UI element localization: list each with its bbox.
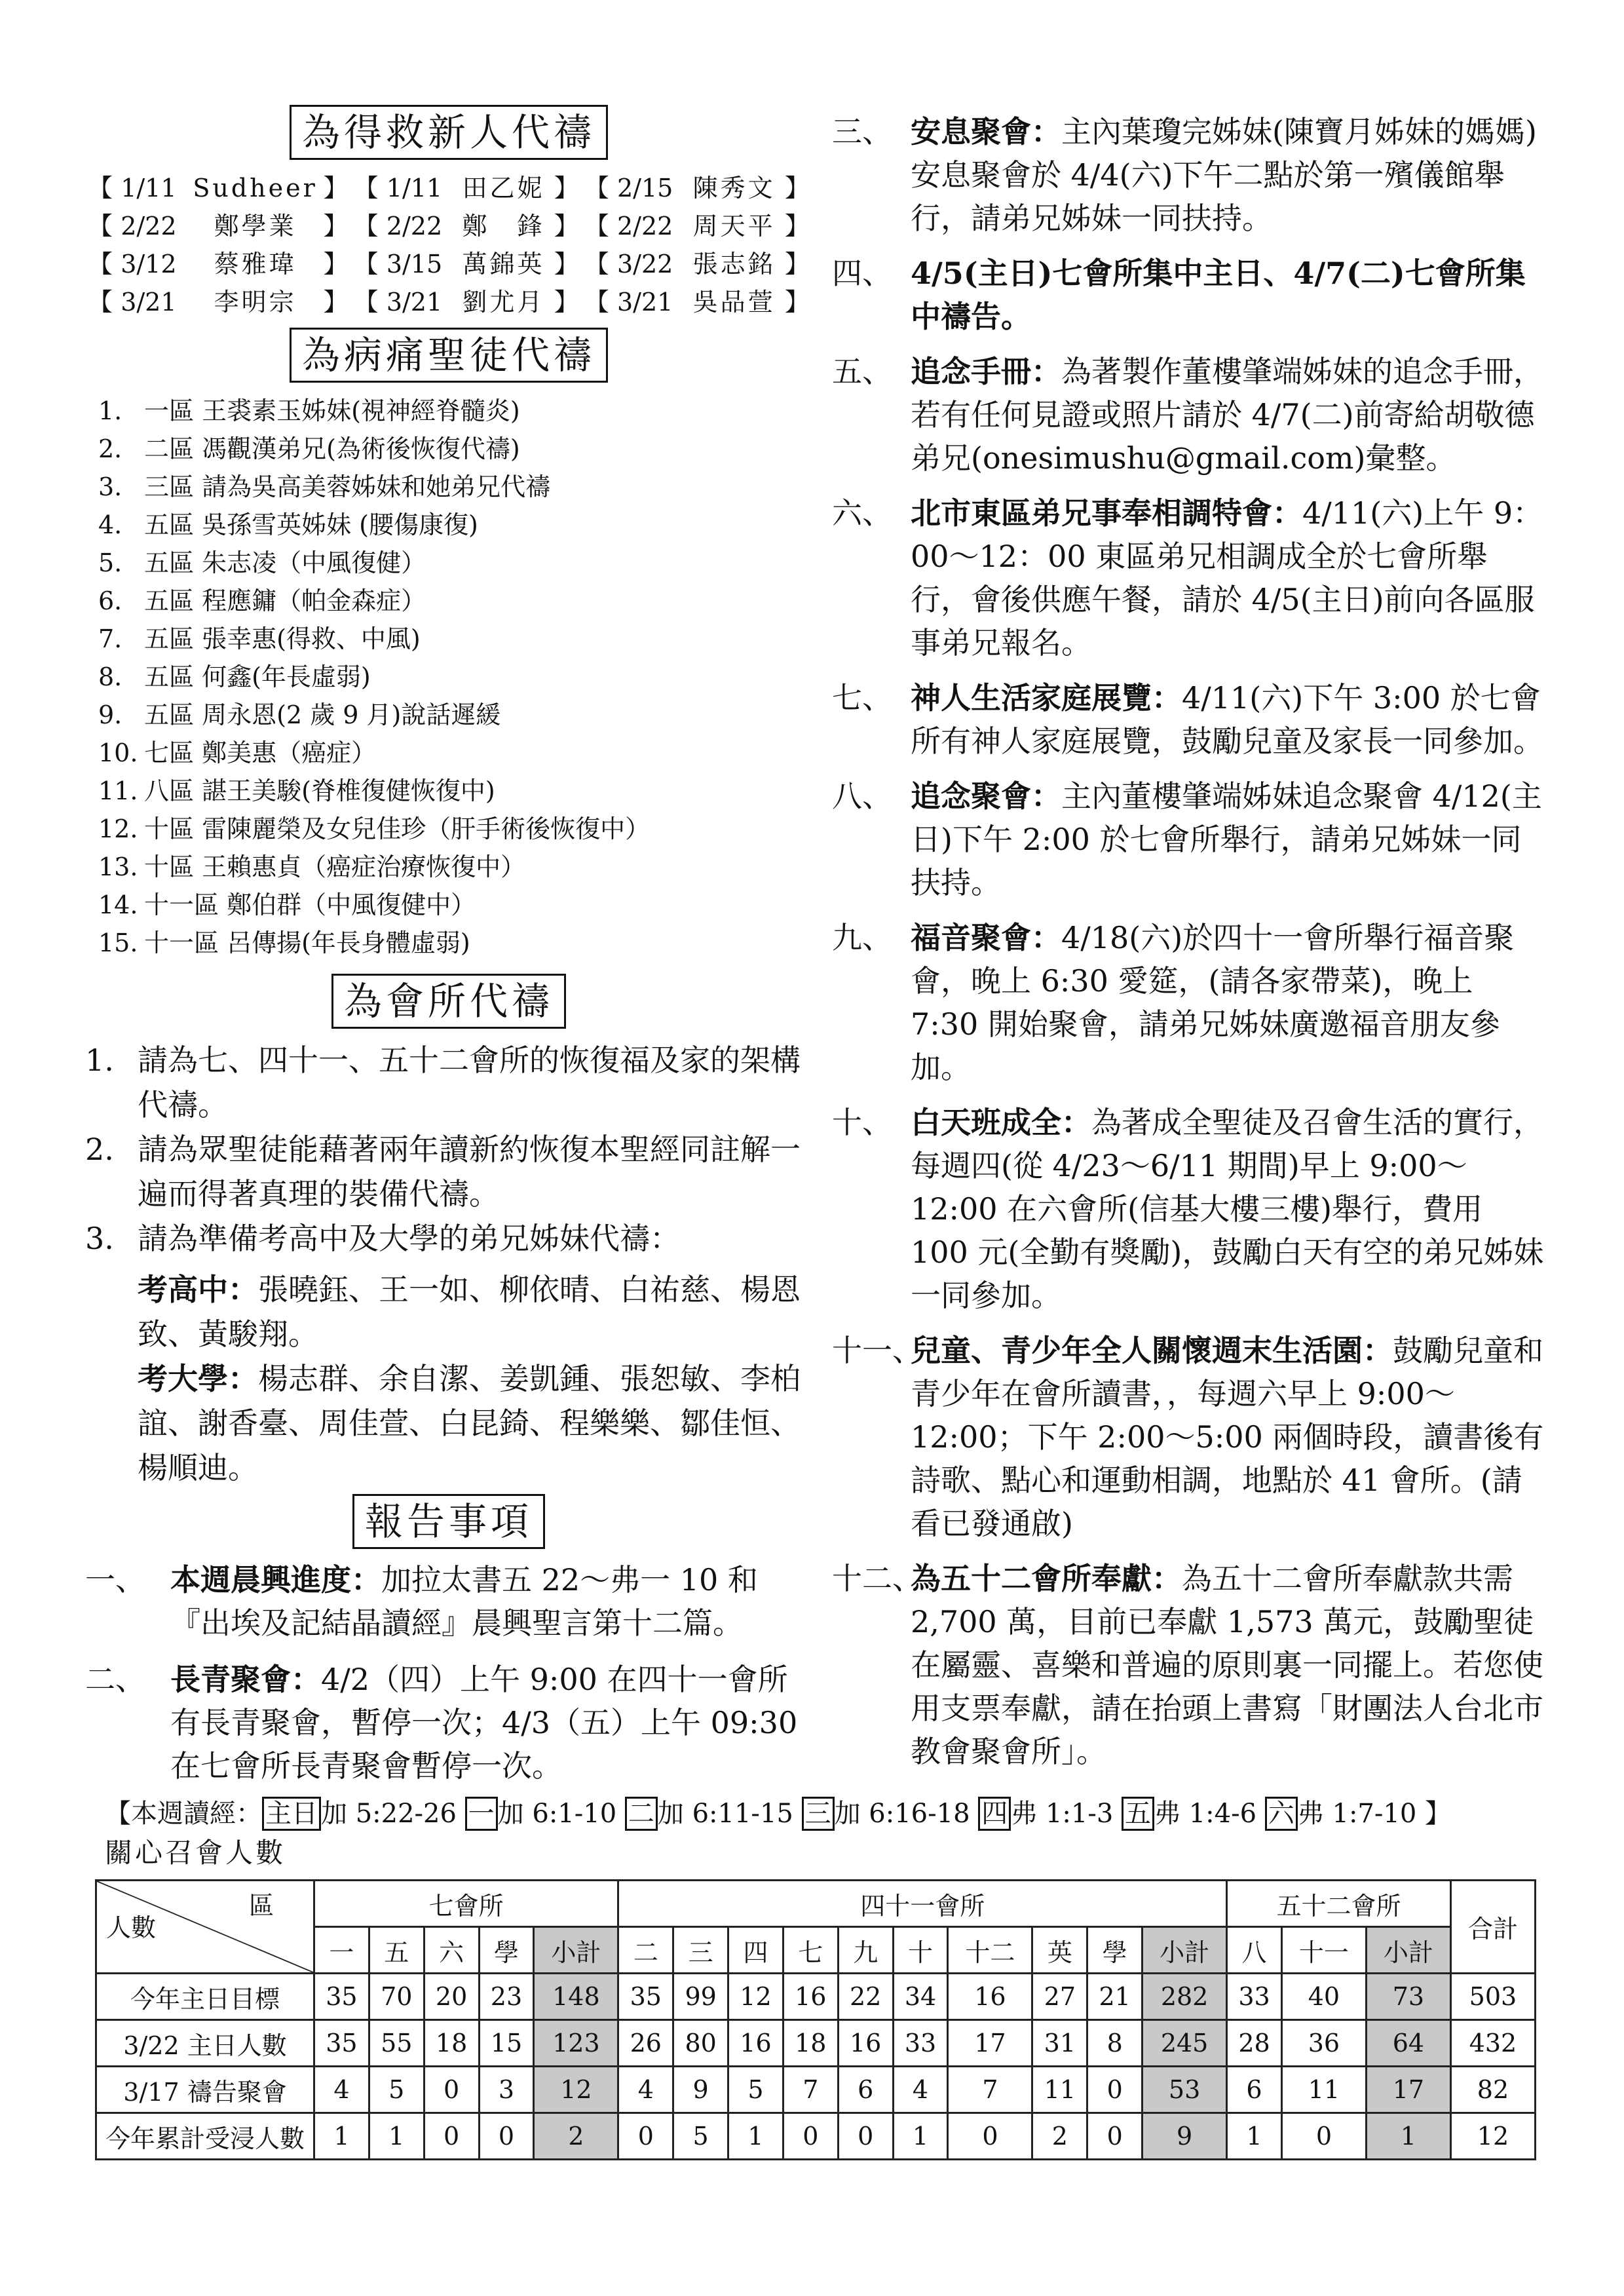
table-cell: 12 [1450, 2113, 1535, 2160]
table-cell: 9 [1142, 2113, 1227, 2160]
report-title: 安息聚會： [911, 114, 1061, 149]
list-item [85, 468, 812, 506]
table-cell: 82 [1450, 2067, 1535, 2113]
list-item [85, 1038, 812, 1127]
item-number: 9. [98, 700, 123, 729]
bracket-close: 】 [554, 250, 579, 278]
group-header: 四十一會所 [618, 1881, 1227, 1927]
left-column [85, 98, 812, 1801]
column-header: 十一 [1281, 1927, 1366, 1974]
new-person-date: 2/22 [386, 212, 443, 240]
list-item [85, 658, 812, 696]
item-text: 七區 鄭美惠（癌症） [144, 738, 377, 767]
list-item [85, 734, 812, 772]
table-cell: 35 [618, 1974, 673, 2020]
attendance-table [95, 1879, 1536, 2160]
reading-day: 五 [1122, 1797, 1154, 1831]
table-cell: 16 [783, 1974, 838, 2020]
new-person-name: 劉尤月 [462, 288, 545, 316]
care-title: 關心召會人數 [105, 1837, 286, 1869]
row-label: 今年主日目標 [96, 1974, 314, 2020]
report-number: 十一、 [832, 1333, 922, 1368]
report-body: 為著製作董樓肇端姊妹的追念手冊，若有任何見證或照片請於 4/7(二)前寄給胡敬德弟兄(onesimushu@gmail.com)彙整。 [911, 354, 1543, 476]
report-item [832, 350, 1546, 480]
item-text: 請為準備考高中及大學的弟兄姊妹代禱： [138, 1221, 680, 1256]
report-body: 為五十二會所奉獻款共需 2,700 萬，目前已奉獻 1,573 萬元，鼓勵聖徒在屬靈、喜樂和普遍的原則裏一同擺上。若您使用支票奉獻，請在抬頭上書寫「財團法人台北市教會聚會所」。 [911, 1561, 1543, 1769]
table-cell: 73 [1366, 1974, 1450, 2020]
table-cell: 18 [783, 2020, 838, 2067]
report-item [832, 916, 1546, 1089]
report-body: 為著成全聖徒及召會生活的實行，每週四(從 4/23～6/11 期間)早上 9:00～12:00 在六會所(信基大樓三樓)舉行，費用 100 元(全勤有獎勵)，鼓勵白天有空的弟兄姊妹一同參加。 [911, 1105, 1544, 1313]
column-header: 七 [783, 1927, 838, 1974]
report-body: 鼓勵兒童和青少年在會所讀書，，每週六早上 9:00～12:00；下午 2:00～5:00 兩個時段，讀書後有詩歌、點心和運動相調，地點於 41 會所。(請看已發通啟) [911, 1333, 1544, 1541]
table-cell: 5 [369, 2067, 424, 2113]
church-list [85, 1038, 812, 1261]
table-row [96, 2067, 1536, 2113]
table-row [96, 2020, 1536, 2067]
report-number: 四、 [832, 256, 892, 291]
list-item [85, 1127, 812, 1216]
column-header: 十 [893, 1927, 948, 1974]
list-item [85, 582, 812, 620]
bracket-close: 】 [554, 212, 579, 240]
table-cell: 17 [948, 2020, 1032, 2067]
column-header: 一 [314, 1927, 369, 1974]
reading-ref: 加 6:16-18 [834, 1799, 979, 1829]
table-row [85, 245, 812, 283]
report-item [832, 1557, 1546, 1773]
report-number: 八、 [832, 778, 892, 814]
bracket-close: 】 [323, 212, 349, 240]
row-label: 3/17 禱告聚會 [96, 2067, 314, 2113]
table-cell: 4 [618, 2067, 673, 2113]
table-cell: 2 [1032, 2113, 1087, 2160]
table-cell: 0 [618, 2113, 673, 2160]
bracket-open: 【 [353, 212, 379, 240]
bracket-open: 【 [88, 288, 113, 316]
report-number: 九、 [832, 920, 892, 955]
table-cell: 2 [534, 2113, 618, 2160]
new-person-name: 鄭 鋒 [462, 212, 545, 240]
reading-ref: 加 6:11-15 [657, 1799, 802, 1829]
table-cell: 1 [1227, 2113, 1282, 2160]
new-person-date: 3/12 [121, 250, 177, 278]
table-cell: 123 [534, 2020, 618, 2067]
reading-day: 三 [802, 1797, 835, 1831]
report-number: 二、 [85, 1662, 145, 1697]
table-cell: 282 [1142, 1974, 1227, 2020]
report-body: 主內葉瓊完姊妹(陳寶月姊妹的媽媽)安息聚會於 4/4(六)下午二點於第一殯儀館舉行，請弟兄姊妹一同扶持。 [911, 114, 1537, 236]
report-item [832, 252, 1546, 338]
item-text: 十區 王賴惠貞（癌症治療恢復中） [144, 852, 526, 881]
item-text: 五區 張幸惠(得救、中風) [144, 624, 421, 653]
total-header: 合計 [1450, 1881, 1535, 1974]
new-person-date: 3/21 [386, 288, 443, 316]
table-cell: 0 [1087, 2113, 1142, 2160]
new-person-name: 鄭學業 [214, 212, 297, 240]
new-person-date: 3/21 [121, 288, 177, 316]
new-person-name: 李明宗 [214, 288, 297, 316]
table-cell: 18 [424, 2020, 479, 2067]
table-cell: 6 [1227, 2067, 1282, 2113]
bracket-open: 【 [88, 250, 113, 278]
right-column [832, 110, 1546, 1785]
bracket-open: 【 [353, 250, 379, 278]
list-item [85, 392, 812, 430]
column-header: 四 [728, 1927, 784, 1974]
table-row [85, 207, 812, 245]
bracket-open: 【 [88, 174, 113, 202]
row-label: 今年累計受浸人數 [96, 2113, 314, 2160]
new-person-date: 2/15 [616, 174, 673, 202]
table-cell: 0 [424, 2067, 479, 2113]
bracket-close: 】 [323, 250, 349, 278]
table-cell: 53 [1142, 2067, 1227, 2113]
report-title: 神人生活家庭展覽： [911, 680, 1182, 716]
table-cell: 33 [893, 2020, 948, 2067]
sick-list [85, 392, 812, 962]
table-cell: 22 [838, 1974, 893, 2020]
report-number: 十、 [832, 1105, 892, 1140]
new-person-name: 蔡雅瑋 [214, 250, 297, 278]
table-cell: 35 [314, 1974, 369, 2020]
bracket-close: 】 [323, 288, 349, 316]
report-body: 4/18(六)於四十一會所舉行福音聚會，晚上 6:30 愛筵，(請各家帶菜)，晚上 7:30 開始聚會，請弟兄姊妹廣邀福音朋友參加。 [911, 920, 1515, 1085]
table-row [96, 1974, 1536, 2020]
table-cell: 1 [1366, 2113, 1450, 2160]
report-number: 六、 [832, 495, 892, 531]
table-cell: 0 [783, 2113, 838, 2160]
column-header: 二 [618, 1927, 673, 1974]
table-cell: 503 [1450, 1974, 1535, 2020]
report-title: 為五十二會所奉獻： [911, 1561, 1182, 1596]
report-item [85, 1558, 812, 1645]
table-cell: 28 [1227, 2020, 1282, 2067]
column-header: 三 [673, 1927, 728, 1974]
table-cell: 35 [314, 2020, 369, 2067]
reports-right [832, 110, 1546, 1773]
column-header: 英 [1032, 1927, 1087, 1974]
item-number: 14. [98, 890, 138, 919]
bracket-open: 【 [584, 250, 609, 278]
new-person-date: 2/22 [121, 212, 177, 240]
reading-ref: 弗 1:4-6 [1154, 1799, 1265, 1829]
item-number: 8. [98, 662, 123, 691]
table-cell: 7 [783, 2067, 838, 2113]
report-body: 4/11(六)下午 3:00 於七會所有神人家庭展覽，鼓勵兒童及家長一同參加。 [911, 680, 1543, 759]
reading-day: 一 [465, 1797, 498, 1831]
table-cell: 0 [838, 2113, 893, 2160]
table-cell: 0 [948, 2113, 1032, 2160]
table-cell: 27 [1032, 1974, 1087, 2020]
row-label: 3/22 主日人數 [96, 2020, 314, 2067]
table-cell: 64 [1366, 2020, 1450, 2067]
item-number: 3. [98, 472, 123, 501]
report-body: 4/11(六)上午 9：00～12：00 東區弟兄相調成全於七會所舉行，會後供應午餐，請於 4/5(主日)前向各區服事弟兄報名。 [911, 495, 1543, 660]
reading-ref: 加 6:1-10 [497, 1799, 625, 1829]
item-text: 二區 馮觀漢弟兄(為術後恢復代禱) [144, 434, 520, 463]
new-people-heading: 為得救新人代禱 [85, 105, 812, 160]
list-item [85, 430, 812, 468]
new-person-name: 吳品萱 [692, 288, 776, 316]
item-text: 五區 朱志凌（中風復健） [144, 548, 426, 577]
reading-day: 四 [978, 1797, 1011, 1831]
report-body: 主內董樓肇端姊妹追念聚會 4/12(主日)下午 2:00 於七會所舉行，請弟兄姊妹一同扶持。 [911, 778, 1542, 900]
report-body: 加拉太書五 22～弗一 10 和『出埃及記結晶讀經』晨興聖言第十二篇。 [170, 1562, 758, 1641]
new-person-date: 2/22 [616, 212, 673, 240]
table-cell: 34 [893, 1974, 948, 2020]
item-text: 請為眾聖徒能藉著兩年讀新約恢復本聖經同註解一遍而得著真理的裝備代禱。 [138, 1132, 801, 1212]
bracket-open: 【 [353, 174, 379, 202]
table-cell: 245 [1142, 2020, 1227, 2067]
bracket-open: 【 [88, 212, 113, 240]
item-text: 五區 何鑫(年長虛弱) [144, 662, 371, 691]
reading-prefix: 【本週讀經： [105, 1799, 262, 1829]
table-cell: 21 [1087, 1974, 1142, 2020]
weekly-reading [105, 1794, 1546, 1833]
new-person-date: 1/11 [386, 174, 443, 202]
table-cell: 0 [424, 2113, 479, 2160]
list-item [85, 696, 812, 734]
table-cell: 4 [893, 2067, 948, 2113]
report-item [85, 1658, 812, 1788]
bracket-close: 】 [554, 174, 579, 202]
new-people-table [85, 169, 812, 321]
report-item [832, 676, 1546, 763]
item-number: 10. [98, 738, 138, 767]
table-cell: 8 [1087, 2020, 1142, 2067]
new-person-name: 田乙妮 [462, 174, 545, 202]
report-title: 兒童、青少年全人關懷週末生活園： [911, 1333, 1393, 1368]
table-row [96, 2113, 1536, 2160]
bracket-close: 】 [784, 212, 810, 240]
table-cell: 20 [424, 1974, 479, 2020]
report-number: 七、 [832, 680, 892, 716]
list-item [85, 506, 812, 544]
new-person-date: 3/22 [616, 250, 673, 278]
list-item [85, 1216, 812, 1261]
corner-cell [96, 1881, 314, 1974]
new-person-date: 3/21 [616, 288, 673, 316]
report-number: 五、 [832, 354, 892, 389]
reading-suffix: 】 [1425, 1799, 1452, 1829]
list-item [85, 544, 812, 582]
new-person-name: 張志銘 [692, 250, 776, 278]
corner-top: 區 [248, 1891, 274, 1920]
report-item [832, 110, 1546, 240]
table-cell: 4 [314, 2067, 369, 2113]
report-body: 4/2（四）上午 9:00 在四十一會所有長青聚會，暫停一次；4/3（五）上午 09:30 在七會所長青聚會暫停一次。 [170, 1662, 798, 1784]
table-cell: 7 [948, 2067, 1032, 2113]
corner-bottom: 人數 [106, 1913, 157, 1942]
table-cell: 11 [1281, 2067, 1366, 2113]
group-header: 五十二會所 [1227, 1881, 1451, 1927]
table-cell: 15 [479, 2020, 534, 2067]
church-heading: 為會所代禱 [85, 974, 812, 1029]
table-cell: 33 [1227, 1974, 1282, 2020]
item-text: 五區 周永恩(2 歲 9 月)說話遲緩 [144, 700, 501, 729]
report-title: 追念手冊： [911, 354, 1061, 389]
report-number: 一、 [85, 1562, 145, 1598]
report-title: 4/5(主日)七會所集中主日、4/7(二)七會所集中禱告。 [911, 256, 1526, 334]
table-cell: 70 [369, 1974, 424, 2020]
table-cell: 12 [728, 1974, 784, 2020]
table-cell: 6 [838, 2067, 893, 2113]
column-header: 小計 [534, 1927, 618, 1974]
table-cell: 1 [314, 2113, 369, 2160]
report-title: 長青聚會： [170, 1662, 321, 1697]
column-header: 五 [369, 1927, 424, 1974]
item-number: 3. [85, 1221, 114, 1256]
reading-ref: 加 5:22-26 [321, 1799, 465, 1829]
bracket-open: 【 [353, 288, 379, 316]
list-item [85, 810, 812, 848]
item-text: 一區 王裘素玉姊妹(視神經脊髓炎) [144, 396, 520, 425]
table-cell: 5 [728, 2067, 784, 2113]
item-number: 1. [98, 396, 123, 425]
item-text: 十一區 呂傳揚(年長身體虛弱) [144, 928, 470, 957]
reports-heading: 報告事項 [85, 1494, 812, 1549]
reading-ref: 弗 1:7-10 [1297, 1799, 1426, 1829]
list-item [85, 848, 812, 886]
item-number: 1. [85, 1043, 114, 1078]
table-cell: 0 [1087, 2067, 1142, 2113]
new-person-name: 周天平 [692, 212, 776, 240]
sick-heading: 為病痛聖徒代禱 [85, 328, 812, 383]
report-title: 本週晨興進度： [170, 1562, 381, 1598]
item-text: 十一區 鄭伯群（中風復健中） [144, 890, 476, 919]
column-header: 六 [424, 1927, 479, 1974]
table-cell: 31 [1032, 2020, 1087, 2067]
item-text: 十區 雷陳麗榮及女兒佳珍（肝手術後恢復中） [144, 814, 651, 843]
list-item [85, 620, 812, 658]
bracket-open: 【 [584, 288, 609, 316]
column-header: 九 [838, 1927, 893, 1974]
list-item [85, 772, 812, 810]
item-number: 6. [98, 586, 123, 615]
table-cell: 16 [728, 2020, 784, 2067]
table-cell: 11 [1032, 2067, 1087, 2113]
column-header: 十二 [948, 1927, 1032, 1974]
reading-day: 二 [625, 1797, 658, 1831]
table-cell: 16 [948, 1974, 1032, 2020]
table-cell: 55 [369, 2020, 424, 2067]
bracket-close: 】 [784, 174, 810, 202]
bracket-close: 】 [784, 288, 810, 316]
column-header: 八 [1227, 1927, 1282, 1974]
new-person-name: Sudheer [193, 174, 318, 202]
item-number: 7. [98, 624, 123, 653]
item-number: 4. [98, 510, 123, 539]
list-item [85, 924, 812, 962]
reports-left [85, 1558, 812, 1788]
table-cell: 16 [838, 2020, 893, 2067]
table-cell: 80 [673, 2020, 728, 2067]
table-cell: 0 [479, 2113, 534, 2160]
table-cell: 1 [728, 2113, 784, 2160]
column-header: 小計 [1366, 1927, 1450, 1974]
report-item [832, 1101, 1546, 1317]
item-number: 15. [98, 928, 138, 957]
report-title: 白天班成全： [911, 1105, 1091, 1140]
item-number: 11. [98, 776, 138, 805]
table-cell: 3 [479, 2067, 534, 2113]
table-cell: 1 [369, 2113, 424, 2160]
table-cell: 23 [479, 1974, 534, 2020]
item-text: 請為七、四十一、五十二會所的恢復福及家的架構代禱。 [138, 1043, 801, 1122]
item-text: 八區 諶王美駿(脊椎復健恢復中) [144, 776, 495, 805]
table-cell: 36 [1281, 2020, 1366, 2067]
table-cell: 9 [673, 2067, 728, 2113]
item-text: 五區 程應鏞（帕金森症） [144, 586, 426, 615]
item-number: 5. [98, 548, 123, 577]
report-number: 三、 [832, 114, 892, 149]
item-number: 2. [85, 1132, 114, 1167]
item-number: 2. [98, 434, 123, 463]
table-row [85, 283, 812, 321]
report-number: 十二、 [832, 1561, 922, 1596]
column-header: 學 [1087, 1927, 1142, 1974]
table-cell: 148 [534, 1974, 618, 2020]
new-person-date: 3/15 [386, 250, 443, 278]
exam-univ: 考大學：楊志群、余自潔、姜凱鍾、張恕敏、李柏誼、謝香臺、周佳萱、白昆錡、程樂樂、鄒佳恒、楊順迪。 [138, 1361, 801, 1485]
table-cell: 26 [618, 2020, 673, 2067]
report-item [832, 775, 1546, 904]
new-person-name: 萬錦英 [462, 250, 545, 278]
table-row [85, 169, 812, 207]
new-person-date: 1/11 [121, 174, 177, 202]
table-cell: 5 [673, 2113, 728, 2160]
group-header: 七會所 [314, 1881, 618, 1927]
new-person-name: 陳秀文 [692, 174, 776, 202]
table-cell: 40 [1281, 1974, 1366, 2020]
item-number: 13. [98, 852, 138, 881]
report-item [832, 491, 1546, 664]
bracket-close: 】 [323, 174, 349, 202]
list-item [85, 886, 812, 924]
item-text: 五區 吳孫雪英姊妹 (腰傷康復) [144, 510, 478, 539]
bracket-open: 【 [584, 212, 609, 240]
bracket-close: 】 [554, 288, 579, 316]
reading-day: 主日 [262, 1797, 321, 1831]
column-header: 小計 [1142, 1927, 1227, 1974]
header-row [96, 1881, 1536, 1927]
bracket-close: 】 [784, 250, 810, 278]
report-title: 福音聚會： [911, 920, 1061, 955]
table-cell: 99 [673, 1974, 728, 2020]
reading-ref: 弗 1:1-3 [1011, 1799, 1122, 1829]
table-cell: 432 [1450, 2020, 1535, 2067]
report-item [832, 1329, 1546, 1545]
column-header: 學 [479, 1927, 534, 1974]
table-cell: 12 [534, 2067, 618, 2113]
item-number: 12. [98, 814, 138, 843]
exam-high: 考高中：張曉鈺、王一如、柳依晴、白祐慈、楊恩致、黃駿翔。 [138, 1272, 801, 1352]
bracket-open: 【 [584, 174, 609, 202]
table-cell: 1 [893, 2113, 948, 2160]
item-text: 三區 請為吳高美蓉姊妹和她弟兄代禱 [144, 472, 551, 501]
table-cell: 17 [1366, 2067, 1450, 2113]
table-cell: 0 [1281, 2113, 1366, 2160]
report-title: 追念聚會： [911, 778, 1061, 814]
reading-day: 六 [1265, 1797, 1298, 1831]
report-title: 北市東區弟兄事奉相調特會： [911, 495, 1302, 531]
